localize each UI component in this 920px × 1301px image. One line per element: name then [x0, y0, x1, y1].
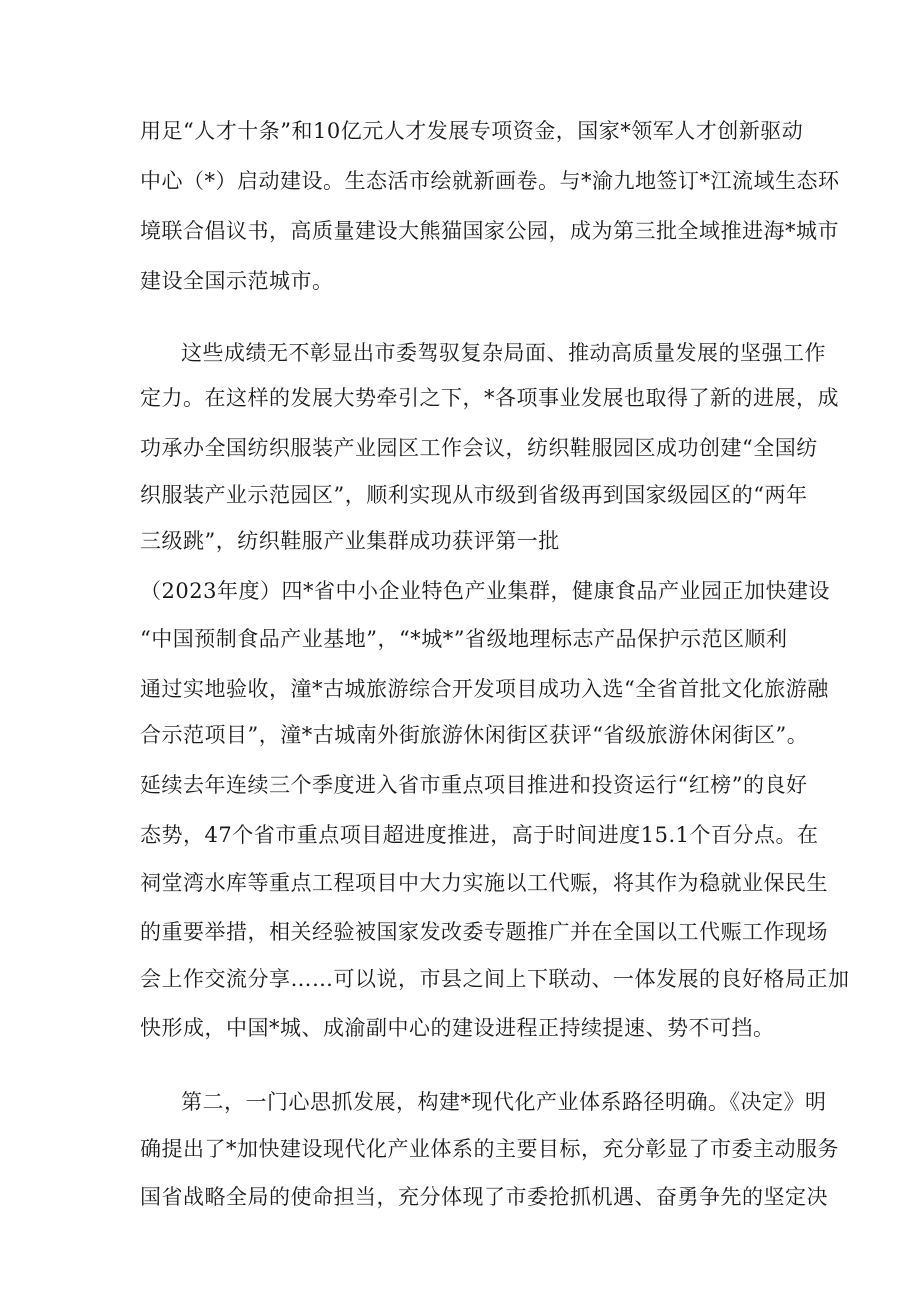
text-line: 快形成，中国*城、成渝副中心的建设进程正持续提速、势不可挡。: [140, 1016, 775, 1040]
text-line: 用足“人才十条”和10亿元人才发展专项资金，国家*领军人才创新驱动: [140, 119, 804, 143]
text-line: 三级跳”，纺织鞋服产业集群成功获评第一批: [140, 529, 560, 553]
text-line: 确提出了*加快建设现代化产业体系的主要目标，充分彰显了市委主动服务: [140, 1137, 839, 1161]
text-line: 织服装产业示范园区”，顺利实现从市级到省级再到国家级园区的“两年: [140, 483, 808, 507]
text-line: 中心（*）启动建设。生态活市绘就新画卷。与*渝九地签订*江流域生态环: [140, 169, 840, 193]
text-line: 国省战略全局的使命担当，充分体现了市委抢抓机遇、奋勇争先的坚定决: [140, 1185, 828, 1209]
text-line: 态势，47个省市重点项目超进度推进，高于时间进度15.1个百分点。在: [140, 823, 819, 847]
text-line: 境联合倡议书，高质量建设大熊猫国家公园，成为第三批全域推进海*城市: [140, 219, 839, 243]
text-line: 合示范项目”，潼*古城南外街旅游休闲街区获评“省级旅游休闲街区”。: [140, 723, 809, 747]
text-line: 会上作交流分享……可以说，市县之间上下联动、一体发展的良好格局正加: [140, 967, 850, 991]
text-line: 功承办全国纺织服装产业园区工作会议，纺织鞋服园区成功创建“全国纺: [140, 436, 818, 460]
text-line: 第二，一门心思抓发展，构建*现代化产业体系路径明确。《决定》明: [181, 1090, 827, 1114]
text-line: 定力。在这样的发展大势牵引之下，*各项事业发展也取得了新的进展，成: [140, 386, 839, 410]
text-line: 这些成绩无不彰显出市委驾驭复杂局面、推动高质量发展的坚强工作: [181, 341, 826, 365]
text-line: 祠堂湾水库等重点工程项目中大力实施以工代赈，将其作为稳就业保民生: [140, 871, 828, 895]
text-line: 建设全国示范城市。: [140, 269, 334, 293]
text-line: “中国预制食品产业基地”，“*城*”省级地理标志产品保护示范区顺利: [140, 627, 788, 651]
text-line: 的重要举措，相关经验被国家发改委专题推广并在全国以工代赈工作现场: [140, 920, 828, 944]
text-line: 延续去年连续三个季度进入省市重点项目推进和投资运行“红榜”的良好: [140, 773, 808, 797]
text-line: （2023年度）四*省中小企业特色产业集群，健康食品产业园正加快建设: [140, 579, 830, 603]
text-line: 通过实地验收，潼*古城旅游综合开发项目成功入选“全省首批文化旅游融: [140, 677, 829, 701]
